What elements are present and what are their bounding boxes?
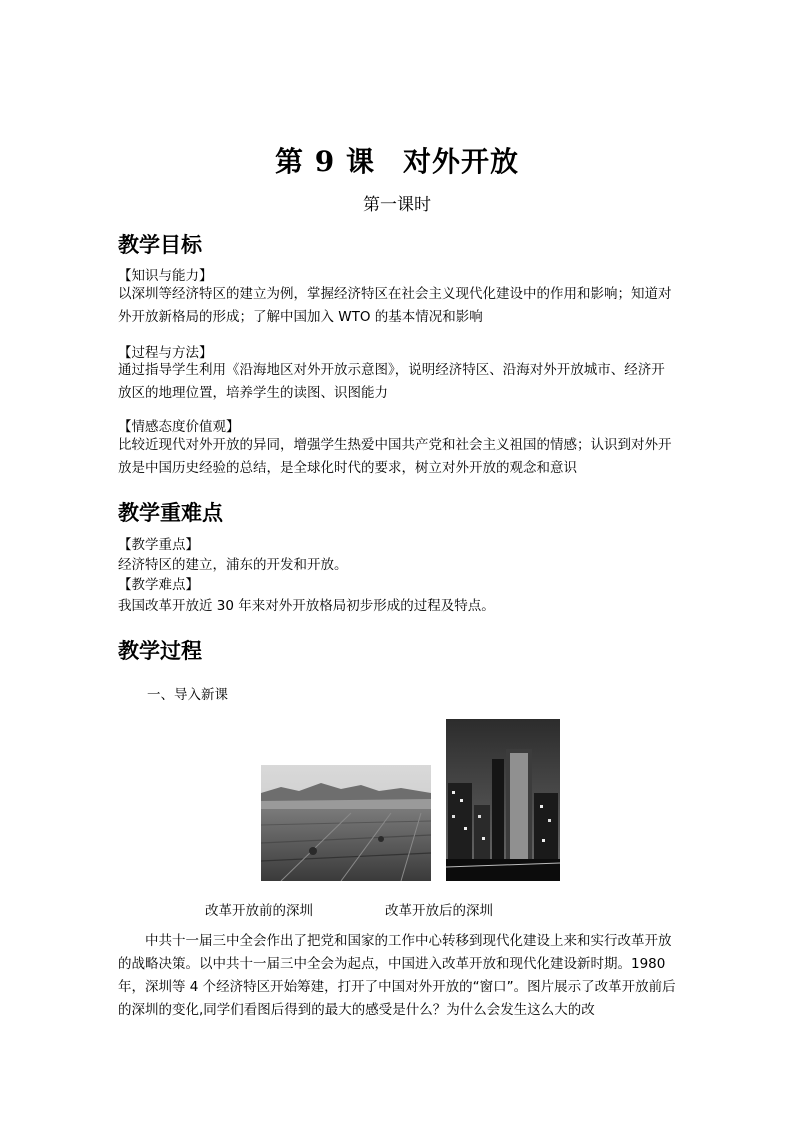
emotion-text: 比较近现代对外开放的异同，增强学生热爱中国共产党和社会主义祖国的情感；认识到对外开放是中国历史经验的总结，是全球化时代的要求，树立对外开放的观念和意识 bbox=[118, 437, 672, 476]
knowledge-label: 【知识与能力】 bbox=[118, 268, 213, 284]
difficulty-text: 我国改革开放近 30 年来对外开放格局初步形成的过程及特点。 bbox=[118, 598, 495, 614]
city-skyline-image bbox=[446, 719, 560, 881]
lesson-topic: 对外开放 bbox=[402, 145, 519, 178]
caption-before: 改革开放前的深圳 bbox=[205, 903, 313, 919]
knowledge-text: 以深圳等经济特区的建立为例，掌握经济特区在社会主义现代化建设中的作用和影响；知道对外开放新格局的形成；了解中国加入 WTO 的基本情况和影响 bbox=[118, 286, 672, 325]
process-method-text: 通过指导学生利用《沿海地区对外开放示意图》，说明经济特区、沿海对外开放城市、经济开放区的地理位置，培养学生的读图、识图能力 bbox=[118, 362, 665, 401]
lesson-subtitle: 第一课时 bbox=[363, 195, 431, 215]
process-method-label: 【过程与方法】 bbox=[118, 345, 213, 361]
landscape-image bbox=[261, 765, 431, 881]
lesson-title bbox=[0, 140, 794, 180]
photo-shenzhen-before bbox=[261, 765, 431, 881]
objectives-heading: 教学目标 bbox=[118, 233, 202, 257]
focus-text: 经济特区的建立，浦东的开发和开放。 bbox=[118, 557, 348, 573]
lesson-number: 第 9 课 bbox=[275, 145, 375, 178]
difficulty-label: 【教学难点】 bbox=[118, 577, 199, 593]
focus-label: 【教学重点】 bbox=[118, 537, 199, 553]
photo-shenzhen-after bbox=[446, 719, 560, 881]
emotion-label: 【情感态度价值观】 bbox=[118, 419, 240, 435]
teaching-process-heading: 教学过程 bbox=[118, 639, 202, 663]
step-one-label: 一、导入新课 bbox=[147, 687, 228, 703]
caption-after: 改革开放后的深圳 bbox=[385, 903, 493, 919]
intro-paragraph: 中共十一届三中全会作出了把党和国家的工作中心转移到现代化建设上来和实行改革开放的战略决策。以中共十一届三中全会为起点，中国进入改革开放和现代化建设新时期。1980 年，深圳等 4 个经济特区开始筹建，打开了中国对外开放的“窗口”。图片展示了改革开放前后的深圳的变化,同学们看图后得到的最大的感受是什么？为什么会发生这么大的改 bbox=[118, 933, 676, 1018]
key-points-heading: 教学重难点 bbox=[118, 501, 223, 525]
